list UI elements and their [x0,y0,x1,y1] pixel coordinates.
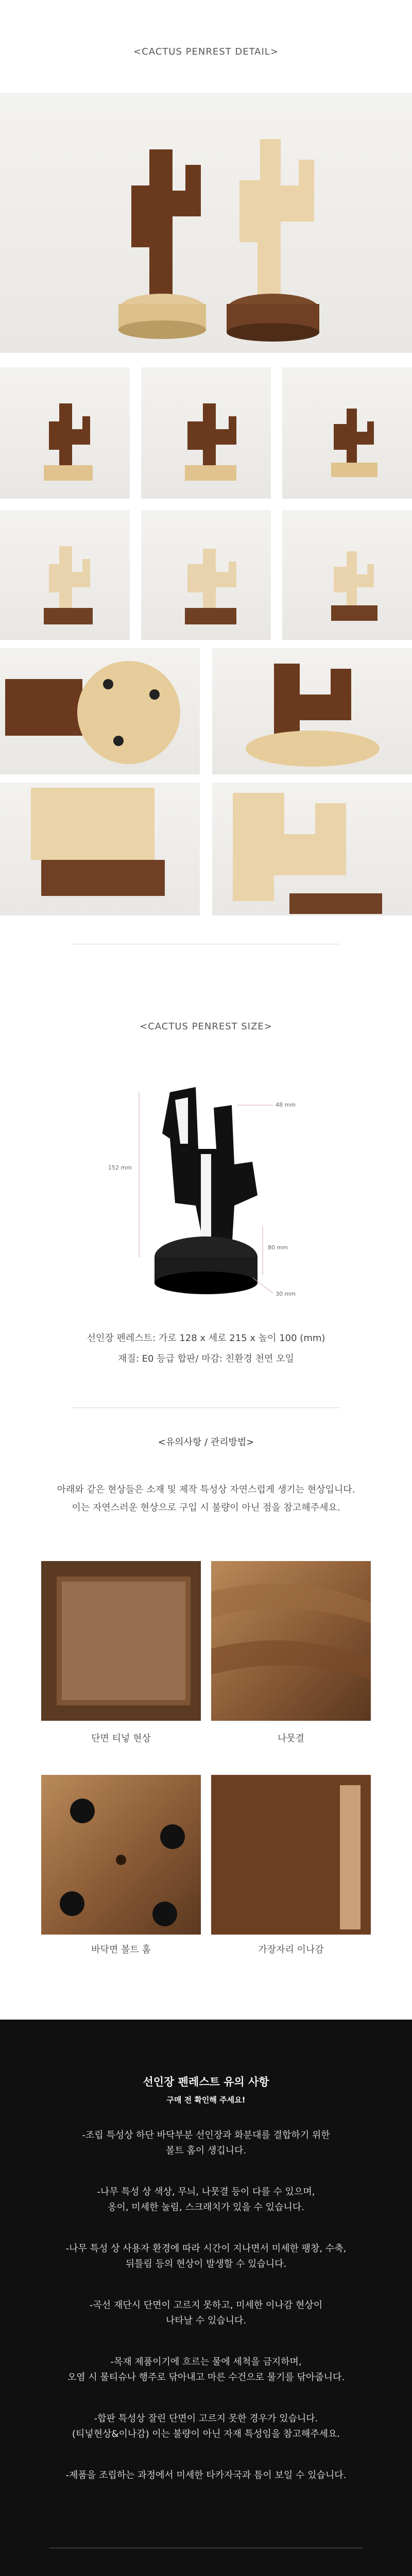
cactus-pair-illustration [0,93,412,353]
size-diagram [103,1072,309,1303]
photo-bottom-bolt-holes [41,1775,201,1935]
notice-item-1-line-2: 볼트 홈이 생깁니다. [165,2145,247,2156]
notice-item-4-line-1: -곡선 재단시 단면이 고르지 못하고, 미세한 이나감 현상이 [89,2300,323,2311]
photo-base-bottom-bolts [0,648,200,774]
notice-item-6-line-2: (티넣현상&이나감) 이는 불량이 아닌 자재 특성임을 참고해주세요. [72,2429,340,2439]
care-intro-line-2: 이는 자연스러운 현상으로 구입 시 불량이 아닌 점을 참고해주세요. [72,1502,340,1513]
spec-dimensions: 선인장 펜레스트: 가로 128 x 세로 215 x 높이 100 (mm) [87,1333,325,1344]
thumb-light-cactus-front [0,510,130,640]
caption-edge-splinter: 단면 티넣 현상 [91,1733,151,1744]
photo-edge-splinter [41,1561,201,1721]
thumb-light-cactus-back [282,510,412,640]
photo-edge-chipping [211,1775,371,1935]
notice-item-2-line-2: 옹이, 미세한 눌림, 스크래치가 있을 수 있습니다. [108,2202,304,2213]
spec-material: 재질: E0 등급 합판/ 마감: 친환경 천연 오일 [118,1353,294,1364]
size-section-title: <CACTUS PENREST SIZE> [140,1021,272,1032]
notice-item-6-line-1: -합판 특성상 잘린 단면이 고르지 못한 경우가 있습니다. [94,2413,318,2424]
thumb-light-cactus-side [141,510,271,640]
thumb-dark-cactus-side [141,367,271,499]
caption-bolt-holes: 바닥면 볼트 홈 [91,1944,151,1955]
caption-wood-grain: 나뭇결 [277,1733,305,1744]
dim-base-height-label: 30 mm [276,1291,296,1297]
notice-item-4-line-2: 나타날 수 있습니다. [165,2315,247,2326]
notice-item-5-line-2: 오염 시 물티슈나 행주로 닦아내고 마른 수건으로 물기를 닦아줍니다. [67,2372,345,2383]
notice-item-5-line-1: -목재 제품이기에 흐르는 물에 세척을 금지하며, [110,2357,302,2367]
notice-panel [0,2020,412,2576]
dim-arm-label: 48 mm [276,1101,296,1108]
thumb-dark-cactus-front [0,367,130,499]
care-title: <유의사항 / 관리방법> [158,1437,254,1448]
notice-item-2-line-1: -나무 특성 상 색상, 무늬, 나뭇결 등이 다를 수 있으며, [97,2187,315,2197]
dim-height-label: 152 mm [108,1164,132,1171]
notice-item-3-line-1: -나무 특성 상 사용자 환경에 따라 시간이 지나면서 미세한 팽창, 수축, [65,2243,347,2254]
care-intro-line-1: 아래와 같은 현상들은 소재 및 제작 특성상 자연스럽게 생기는 현상입니다. [57,1484,355,1495]
notice-title: 선인장 펜레스트 유의 사항 [143,2076,269,2088]
photo-wood-grain [211,1561,371,1721]
photo-light-cactus-arm [212,783,412,916]
detail-section-title: <CACTUS PENREST DETAIL> [133,46,279,57]
dim-base-width-label: 80 mm [268,1244,288,1251]
notice-item-3-line-2: 뒤틀림 등의 현상이 발생할 수 있습니다. [125,2259,287,2269]
hero-product-photo [0,93,412,353]
caption-edge-chipping: 가장자리 이나감 [258,1944,324,1955]
notice-subtitle: 구매 전 확인해 주세요! [166,2095,246,2105]
photo-dark-cactus-closeup [212,648,412,774]
photo-light-cactus-base [0,783,200,916]
notice-item-1-line-1: -조립 특성상 하단 바닥부분 선인장과 화분대를 결합하기 위한 [82,2130,330,2141]
thumb-dark-cactus-back [282,367,412,499]
notice-item-7: -제품을 조립하는 과정에서 미세한 타카자국과 틈이 보일 수 있습니다. [65,2470,347,2481]
